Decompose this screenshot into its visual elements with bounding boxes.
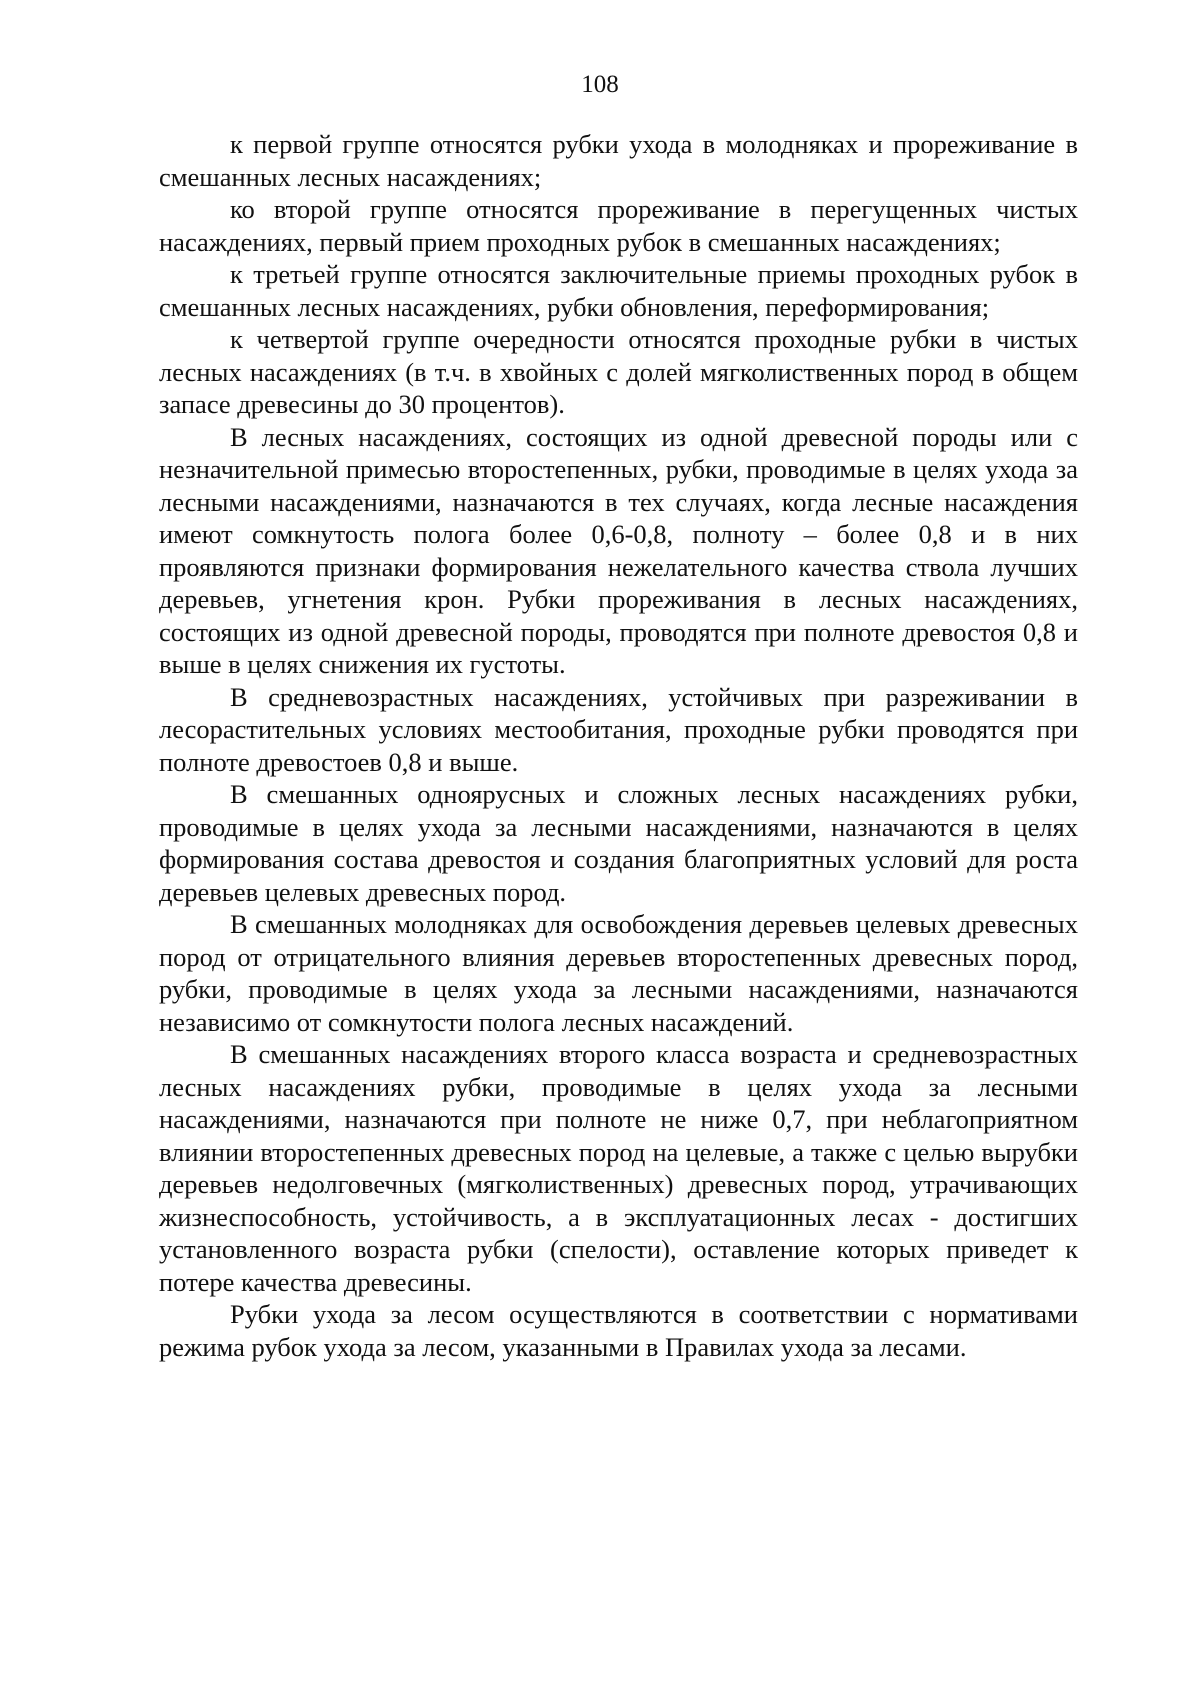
page-number: 108 [581,71,619,98]
paragraph-mixed-single-storey-stands: В смешанных одноярусных и сложных лесных насаждениях рубки, проводимые в целях ухода за лесными насаждениями, назначаются в целях формирования состава древостоя и создания благоприятных условий для роста деревьев целевых древесных пород. [159,779,1078,907]
paragraph-group-three: к третьей группе относятся заключительные приемы проходных рубок в смешанных лесных насаждениях, рубки обновления, переформирования; [159,259,1078,322]
paragraph-group-four: к четвертой группе очередности относятся проходные рубки в чистых лесных насаждениях (в т.ч. в хвойных с долей мягколиственных пород в общем запасе древесины до 30 процентов). [159,324,1078,419]
paragraph-middle-aged-stands: В средневозрастных насаждениях, устойчивых при разреживании в лесорастительных условиях местообитания, проходные рубки проводятся при полноте древостоев 0,8 и выше. [159,681,1078,777]
paragraph-care-cutting-norms: Рубки ухода за лесом осуществляются в соответствии с нормативами режима рубок ухода за лесом, указанными в Правилах ухода за лесами. [159,1299,1078,1362]
paragraph-second-age-class-stands: В смешанных насаждениях второго класса возраста и средневозрастных лесных насаждениях рубки, проводимые в целях ухода за лесными насаждениями, назначаются при полноте не ниже 0,7, при неблагоприятном влиянии второстепенных древесных пород на целевые, а также с целью вырубки деревьев недолговечных (мягколиственных) древесных пород, утрачивающих жизнеспособность, устойчивость, а в эксплуатационных лесах - достигших установленного возраста рубки (спелости), оставление которых приведет к потере качества древесины. [159,1039,1078,1297]
document-body [159,128,1078,1363]
paragraph-mixed-young-stands: В смешанных молодняках для освобождения деревьев целевых древесных пород от отрицательного влияния деревьев второстепенных древесных пород, рубки, проводимые в целях ухода за лесными насаждениями, назначаются независимо от сомкнутости полога лесных насаждений. [159,909,1078,1037]
paragraph-group-one: к первой группе относятся рубки ухода в молодняках и прореживание в смешанных лесных насаждениях; [159,129,1078,192]
paragraph-group-two: ко второй группе относятся прореживание в перегущенных чистых насаждениях, первый прием проходных рубок в смешанных насаждениях; [159,194,1078,257]
paragraph-single-species-stands: В лесных насаждениях, состоящих из одной древесной породы или с незначительной примесью второстепенных, рубки, проводимые в целях ухода за лесными насаждениями, назначаются в тех случаях, когда лесные насаждения имеют сомкнутость полога более 0,6-0,8, полноту – более 0,8 и в них проявляются признаки формирования нежелательного качества ствола лучших деревьев, угнетения крон. Рубки прореживания в лесных насаждениях, состоящих из одной древесной породы, проводятся при полноте древостоя 0,8 и выше в целях снижения их густоты. [159,421,1078,679]
